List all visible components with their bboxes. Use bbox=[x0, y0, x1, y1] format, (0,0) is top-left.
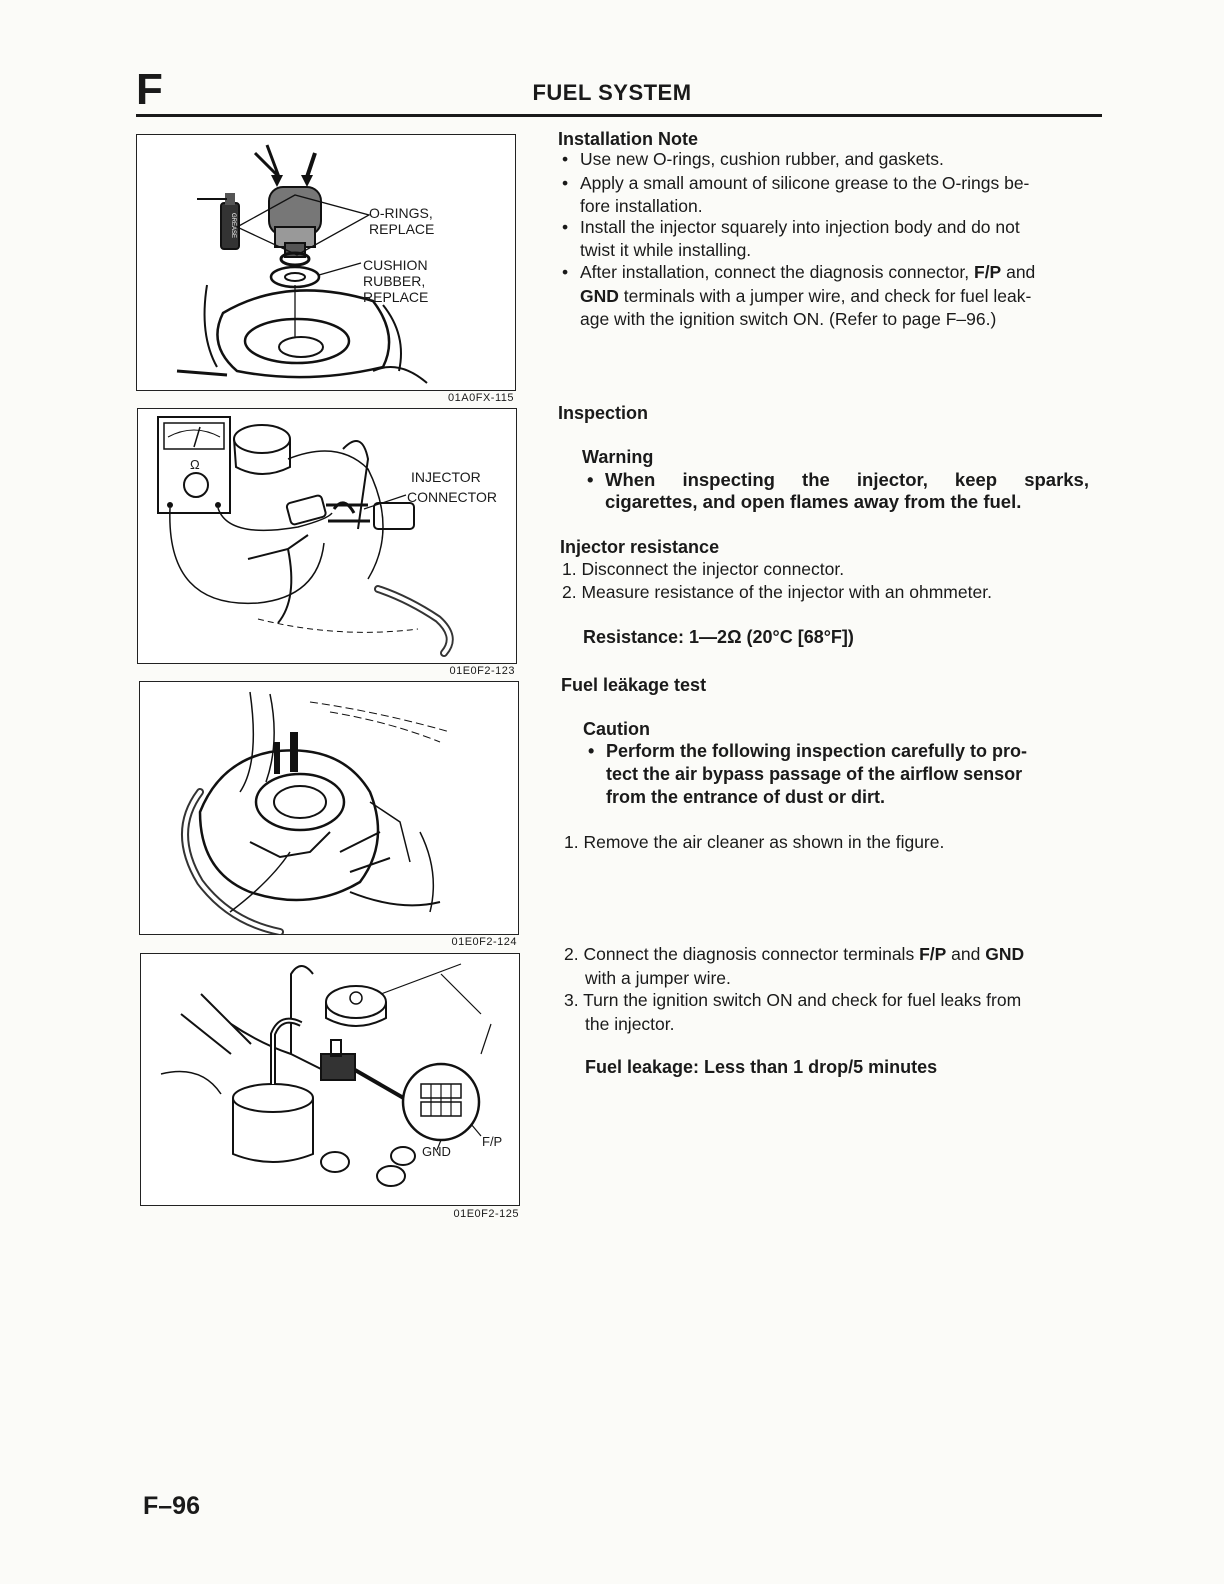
installation-bullet-2: • Apply a small amount of silicone grease to the O-rings be- bbox=[580, 172, 1029, 195]
label-injector: INJECTOR bbox=[411, 469, 481, 485]
page-number: F–96 bbox=[143, 1492, 200, 1520]
warning-label: Warning bbox=[582, 447, 654, 467]
page-title: FUEL SYSTEM bbox=[532, 80, 692, 105]
section-letter: F bbox=[136, 65, 163, 114]
figure-air-cleaner-removed bbox=[139, 681, 519, 935]
leakage-step-1: 1. Remove the air cleaner as shown in the figure. bbox=[564, 832, 945, 852]
leakage-spec: Fuel leakage: Less than 1 drop/5 minutes bbox=[585, 1057, 938, 1077]
warning-line-2: cigarettes, and open flames away from the fuel. bbox=[605, 491, 1022, 512]
label-orings-replace: REPLACE bbox=[369, 221, 435, 237]
resistance-spec: Resistance: 1—2Ω (20°C [68°F]) bbox=[583, 627, 854, 647]
label-gnd: GND bbox=[422, 1144, 451, 1159]
figure-diagnosis-connector bbox=[140, 953, 520, 1206]
installation-heading: Installation Note bbox=[558, 129, 699, 149]
throttle-body-illustration bbox=[140, 682, 518, 934]
figure-injector-resistance bbox=[137, 408, 517, 664]
installation-bullet-2-cont: fore installation. bbox=[580, 196, 703, 216]
installation-bullet-3-cont: twist it while installing. bbox=[580, 240, 752, 260]
installation-bullet-4: • After installation, connect the diagnosis connector, F/P and bbox=[580, 261, 1035, 284]
grease-label: GREASE bbox=[230, 213, 236, 239]
caution-line-2: tect the air bypass passage of the airflow sensor bbox=[606, 764, 1023, 784]
warning-line-1: • When inspecting the injector, keep sparks, bbox=[605, 468, 1089, 491]
inspection-heading: Inspection bbox=[558, 403, 649, 423]
caution-line-1: • Perform the following inspection carefully to pro- bbox=[606, 740, 1027, 763]
installation-bullet-1: • Use new O-rings, cushion rubber, and gaskets. bbox=[580, 148, 944, 171]
figure-code: 01E0F2-123 bbox=[449, 665, 515, 677]
leakage-step-2: 2. Connect the diagnosis connector terminals F/P and GND bbox=[564, 944, 1025, 964]
label-connector: CONNECTOR bbox=[407, 489, 497, 505]
diagnosis-connector-illustration bbox=[141, 954, 519, 1205]
figure-code: 01E0F2-125 bbox=[453, 1208, 519, 1220]
installation-bullet-4-cont2: age with the ignition switch ON. (Refer to page F–96.) bbox=[580, 309, 997, 329]
ohm-symbol: Ω bbox=[190, 457, 200, 472]
ohmmeter-illustration bbox=[138, 409, 516, 663]
installation-bullet-3: • Install the injector squarely into injection body and do not bbox=[580, 216, 1020, 239]
resistance-step-1: 1. Disconnect the injector connector. bbox=[562, 559, 845, 579]
figure-code: 01E0F2-124 bbox=[451, 936, 517, 948]
installation-bullet-4-cont: GND terminals with a jumper wire, and check for fuel leak- bbox=[580, 286, 1032, 306]
figure-code: 01A0FX-115 bbox=[448, 392, 514, 404]
label-fp: F/P bbox=[482, 1134, 503, 1149]
label-cushion: CUSHION bbox=[363, 257, 428, 273]
fuel-leakage-heading: Fuel leäkage test bbox=[561, 675, 707, 695]
injector-resistance-heading: Injector resistance bbox=[560, 537, 720, 557]
injector-orings-illustration bbox=[137, 135, 515, 390]
label-rubber: RUBBER, bbox=[363, 273, 426, 289]
label-orings: O-RINGS, bbox=[369, 205, 433, 221]
caution-line-3: from the entrance of dust or dirt. bbox=[606, 787, 886, 807]
leakage-step-3: 3. Turn the ignition switch ON and check for fuel leaks from bbox=[564, 990, 1022, 1010]
resistance-step-2: 2. Measure resistance of the injector with an ohmmeter. bbox=[562, 582, 992, 602]
label-cushion-replace: REPLACE bbox=[363, 289, 429, 305]
leakage-step-3-cont: the injector. bbox=[585, 1014, 675, 1034]
leakage-step-2-cont: with a jumper wire. bbox=[585, 968, 731, 988]
header-rule bbox=[136, 114, 1102, 117]
figure-injector-orings bbox=[136, 134, 516, 391]
caution-label: Caution bbox=[583, 719, 650, 739]
